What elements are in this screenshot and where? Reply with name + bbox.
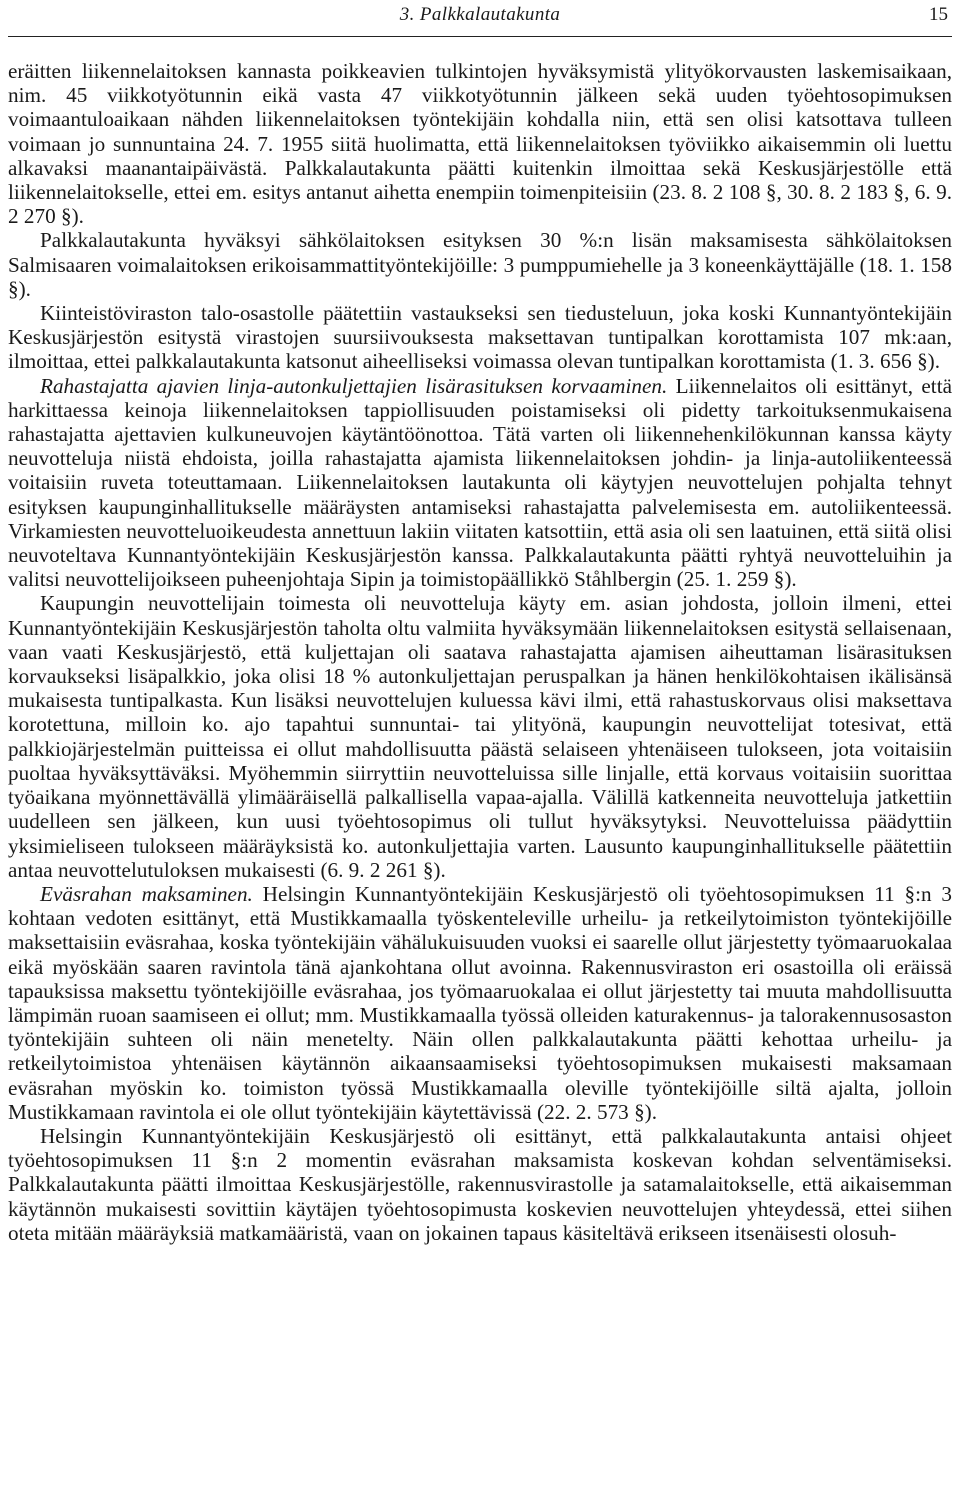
running-head: 3. Palkkalautakunta — [399, 4, 561, 25]
paragraph-text: Kaupungin neuvottelijain toimesta oli neuvotteluja käyty em. asian johdosta, jolloin ilmeni, ettei Kunnantyöntekijäin Keskusjärjestön taholta oltu valmiita hyväksymään liikennelaitoksen esitystä sellaisenaan, vaan vaati Keskusjärjestö, että kuljettajan oli saatava rahastajatta ajamisen aiheuttaman lisärasituksen korvaukseksi lisäpalkkio, joka olisi 18 % autonkuljettajan peruspalkan ja hänen henkilökohtaisen ikälisänsä mukaisesta tuntipalkasta. Kun lisäksi neuvottelujen kuluessa kävi ilmi, että rahastuskorvaus olisi maksettava korotettuna, milloin ko. ajo tapahtui sunnuntai- tai ylityönä, kaupungin neuvottelijat totesivat, että palkkiojärjestelmän puitteissa ei ollut mahdollisuutta päästä selaiseen yhtenäiseen tulokseen, jota voitaisiin puoltaa hyväksyttäväksi. Myöhemmin siirryttiin neuvotteluissa sille linjalle, että korvaus voitaisiin suorittaa työaikana myönnettävällä ylimääräisellä palkallisella vapaa-ajalla. Välillä katkenneita neuvotteluja jatkettiin uudelleen sen jälkeen, kun uusi työehtosopimus oli tullut hyväksytyksi. Neuvotteluissa päädyttiin yksimieliseen tulokseen määräyksistä ko. autonkuljettajia varten. Lausunto kaupunginhallitukselle päätettiin antaa neuvottelutuloksen mukaisesti (6. 9. 2 261 §). — [8, 591, 952, 882]
paragraph — [8, 1124, 952, 1245]
paragraph-heading: Rahastajatta ajavien linja-autonkuljettajien lisärasituksen korvaaminen. — [40, 373, 668, 398]
paragraph-text: Helsingin Kunnantyöntekijäin Keskusjärjestö oli esittänyt, että palkkalautakunta antaisi ohjeet työehtosopimuksen 11 §:n 2 momentin eväsrahan maksamista koskevan kohdan selventämiseksi. Palkkalautakunta päätti ilmoittaa Keskusjärjestölle, rakennusvirastolle ja satamalaitokselle, että aikaisemman käytännön mukaisesti sovittiin käytäjen työehtosopimusta koskevien neuvottelujen yhteydessä, ettei siihen oteta mitään määräyksiä matkamääristä, vaan on jokainen tapaus käsiteltävä erikseen itsenäisesti olosuh- — [8, 1123, 952, 1245]
paragraph-text: Liikennelaitos oli esittänyt, että harkittaessa keinoja liikennelaitoksen tappiollisuuden poistamiseksi oli pidetty tarkoituksenmukaisena rahastajatta ajettavien kulkuneuvojen käytäntöönottoa. Tätä varten oli liikennehenkilökunnan kanssa käyty neuvotteluja niistä ehdoista, joilla rahastajatta ajamista liikennelaitoksen johdin- ja linja-autoliikenteessä voitaisiin ruveta toteuttamaan. Liikennelaitoksen lautakunta oli käytyjen neuvottelujen pohjalta tehnyt esityksen kaupunginhallitukselle määräysten antamiseksi rahastajatta palvelemisesta em. autoliikenteessä. Virkamiesten neuvotteluoikeudesta annettuun lakiin viitaten katsottiin, että asia oli sen laatuinen, että siitä olisi neuvoteltava Kunnantyöntekijäin Keskusjärjestön kanssa. Palkkalautakunta päätti ryhtyä neuvotteluihin ja valitsi neuvottelijoikseen puheenjohtaja Sipin ja toimistopäällikkö Ståhlbergin (25. 1. 259 §). — [8, 373, 952, 592]
page-header — [8, 0, 952, 37]
paragraph — [8, 59, 952, 228]
paragraph — [8, 301, 952, 374]
paragraph — [8, 228, 952, 301]
paragraph-text: eräitten liikennelaitoksen kannasta poikkeavien tulkintojen hyväksymistä ylityökorvausten laskemisaikaan, nim. 45 viikkotyötunnin eikä vasta 47 viikkotyötunnin jälkeen sekä uuden työehtosopimuksen voimaantuloaikaan nähden liikennelaitoksen työntekijäin kohdalla niin, että sen olisi katsottava tulleen voimaan jo sunnuntaina 24. 7. 1955 siitä huolimatta, että liikennelaitoksen työviikko aikaisemmin oli luettu alkavaksi maanantaipäivästä. Palkkalautakunta päätti kuitenkin ilmoittaa sekä Keskusjärjestölle että liikennelaitokselle, ettei em. esitys antanut aihetta enempiin toimenpiteisiin (23. 8. 2 108 §, 30. 8. 2 183 §, 6. 9. 2 270 §). — [8, 59, 952, 229]
paragraph-text: Kiinteistöviraston talo-osastolle päätettiin vastaukseksi sen tiedusteluun, joka koski Kunnantyöntekijäin Keskusjärjestön esitystä virastojen suursiivouksesta maksettavan tuntipalkan korottamista 107 mk:aan, ilmoittaa, ettei palkkalautakunta katsonut aiheelliseksi voimassa olevan tuntipalkan korottamista (1. 3. 656 §). — [8, 301, 952, 374]
paragraph — [8, 591, 952, 881]
paragraph-heading: Eväsrahan maksaminen. — [40, 881, 253, 906]
body-text — [8, 59, 952, 1245]
paragraph-text: Helsingin Kunnantyöntekijäin Keskusjärjestö oli työehtosopimuksen 11 §:n 3 kohtaan vedoten esittänyt, että Mustikkamaalla työskenteleville urheilu- ja retkeilytoimiston työntekijöille maksettaisiin eväsrahaa, koska työntekijäin vähälukuisuuden vuoksi ei saarelle ollut järjestetty työmaaruokalaa eikä myöskään saaren ravintola tänä ajankohtana ollut avoinna. Rakennusviraston eri osastoilla oli eräissä tapauksissa maksettu työntekijöille eväsrahaa, jos työmaaruokalaa ei ollut järjestetty tai muuta mahdollisuutta lämpimän ruoan saamiseen ei ollut; mm. Mustikkamaalla työssä olleiden katurakennus- ja talorakennusosaston työntekijäin suhteen oli näin menetelty. Näin ollen palkkalautakunta päätti kehottaa urheilu- ja retkeilytoimistoa yhtenäisen käytännön aikaansaamiseksi työehtosopimuksen mukaisesti maksamaan eväsrahan myöskin ko. toimiston työssä Mustikkamaalla oleville työntekijöille siltä ajalta, jolloin Mustikkamaan ravintola ei ole ollut työntekijäin käytettävissä (22. 2. 573 §). — [8, 881, 952, 1124]
page-number: 15 — [929, 4, 948, 25]
paragraph — [8, 882, 952, 1124]
paragraph-text: Palkkalautakunta hyväksyi sähkölaitoksen esityksen 30 %:n lisän maksamisesta sähkölaitoksen Salmisaaren voimalaitoksen erikoisammattityöntekijöille: 3 pumppumiehelle ja 3 koneenkäyttäjälle (18. 1. 158 §). — [8, 228, 952, 301]
paragraph — [8, 374, 952, 592]
document-page — [8, 0, 952, 1245]
